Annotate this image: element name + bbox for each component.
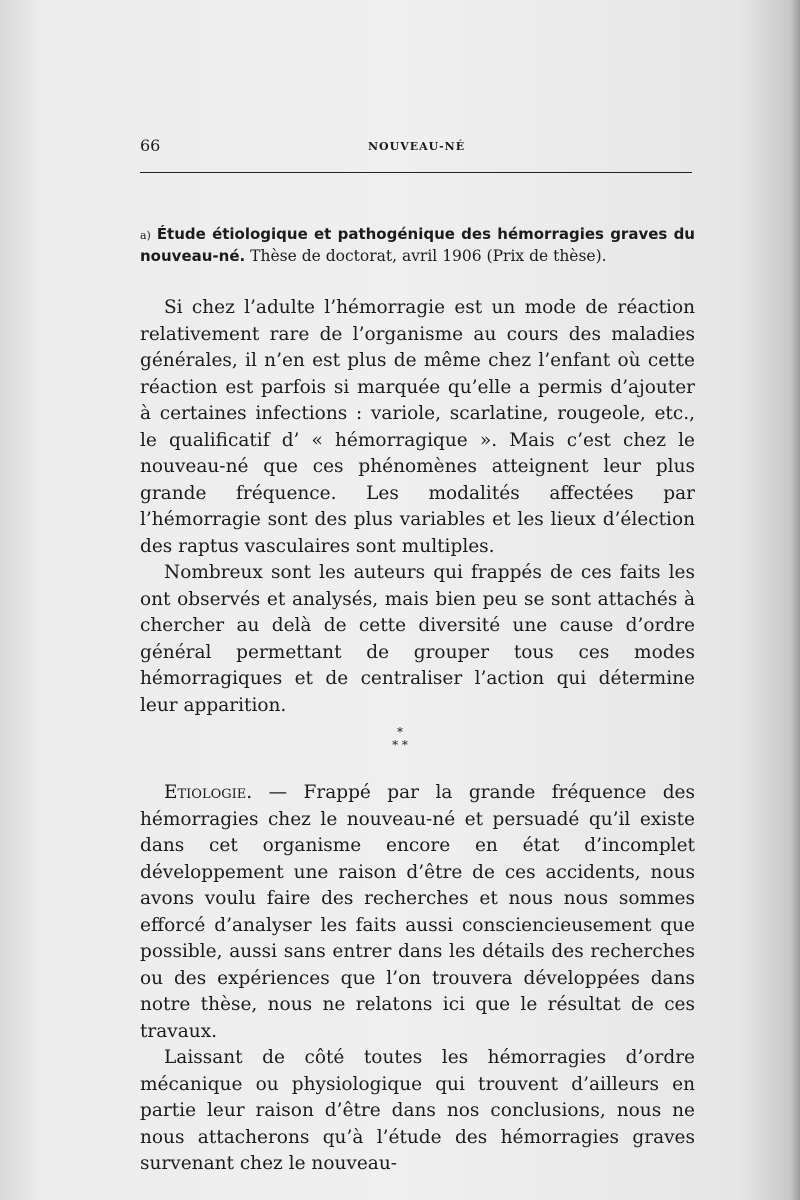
section-heading: Etiologie. [164, 782, 253, 803]
page-header [140, 136, 692, 160]
page-number: 66 [140, 136, 161, 155]
asterisks-bottom: * * [392, 738, 408, 752]
asterisk-top: * [397, 725, 403, 739]
reference-marker: a) [140, 229, 151, 242]
bibliographic-reference [140, 224, 695, 267]
paragraph-text: — Frappé par la grande fréquence des hémorragies chez le nouveau-né et persuadé qu’il existe dans cet organisme encore en état d’incomplet développement une raison d’être de ces accidents, nous avons voulu faire des recherches et nous nous sommes efforcé d’analyser les faits aussi consciencieusement que possible, aussi sans entrer dans les détails des recherches ou des expériences que l’on trouvera développées dans notre thèse, nous ne relatons ici que le résultat de ces travaux. [140, 782, 695, 1042]
reference-title: Étude étiologique et pathogénique des hémorragies graves du nouveau-né. [140, 225, 695, 265]
running-head: NOUVEAU-NÉ [368, 140, 466, 153]
paragraph: Laissant de côté toutes les hémorragies d’ordre mécanique ou physiologique qui trouvent d’ailleurs en partie leur raison d’être dans nos conclusions, nous ne nous attacherons qu’à l’étude des hémorragies graves survenant chez le nouveau- [140, 1047, 695, 1174]
paragraph: Si chez l’adulte l’hémorragie est un mode de réaction relativement rare de l’organisme au cours des maladies générales, il n’en est plus de même chez l’enfant où cette réaction est parfois si marquée qu’elle a permis d’ajouter à certaines infections : variole, scarlatine, rougeole, etc., le qualificatif d’ « hémorragique ». Mais c’est chez le nouveau-né que ces phénomènes atteignent leur plus grande fréquence. Les modalités affectées par l’hémorragie sont des plus variables et les lieux d’élection des raptus vasculaires sont multiples. [140, 297, 695, 557]
section-separator [0, 726, 800, 752]
paragraph: Nombreux sont les auteurs qui frappés de ces faits les ont observés et analysés, mais bien peu se sont attachés à chercher au delà de cette diversité une cause d’ordre général permettant de grouper tous ces modes hémorragiques et de centraliser l’action qui détermine leur apparition. [140, 562, 695, 716]
paragraph [140, 780, 695, 1045]
introduction-section [140, 295, 695, 719]
etiology-section [140, 780, 695, 1178]
reference-details: Thèse de doctorat, avril 1906 (Prix de thèse). [250, 247, 607, 265]
header-rule [140, 172, 692, 173]
